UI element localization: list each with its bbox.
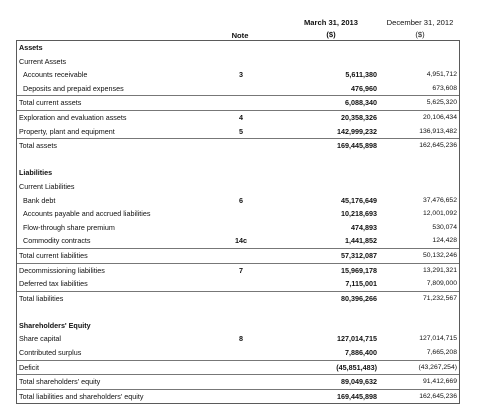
statement-row: [17, 389, 459, 404]
statement-row: [17, 221, 459, 235]
current-value: 57,312,087: [341, 250, 377, 260]
prior-value: 162,645,236: [419, 392, 457, 400]
statement-row: [17, 319, 459, 333]
current-period-header: March 31, 2013: [303, 18, 359, 27]
prior-value: 13,291,321: [422, 266, 457, 274]
row-label: Accounts payable and accrued liabilities: [23, 209, 151, 219]
row-label: Total assets: [19, 141, 57, 151]
prior-value: 20,106,434: [422, 113, 457, 121]
prior-unit-header: ($): [415, 30, 425, 39]
prior-value: 4,951,712: [426, 71, 457, 79]
current-value: 7,886,400: [345, 348, 377, 358]
column-header: [16, 14, 460, 40]
row-note: 3: [239, 70, 243, 80]
row-note: 14c: [235, 236, 247, 246]
row-label: Flow-through share premium: [23, 222, 115, 232]
statement-row: [17, 360, 459, 375]
prior-value: 50,132,246: [422, 251, 457, 259]
row-label: Total current assets: [19, 98, 82, 108]
row-label: Total liabilities: [19, 293, 64, 303]
current-unit-header: ($): [326, 30, 336, 39]
row-note: 4: [239, 112, 243, 122]
current-value: 15,969,178: [341, 265, 377, 275]
statement-row: [17, 374, 459, 389]
prior-value: 91,412,669: [422, 378, 457, 386]
statement-row: [17, 291, 459, 306]
prior-value: 530,074: [432, 223, 457, 231]
current-value: 89,049,632: [341, 377, 377, 387]
row-label: Liabilities: [19, 168, 53, 178]
row-label: Current Liabilities: [19, 181, 75, 191]
current-value: 1,441,852: [345, 236, 377, 246]
row-label: Total shareholders' equity: [19, 377, 101, 387]
prior-value: 37,476,652: [422, 196, 457, 204]
statement-row: [17, 110, 459, 125]
statement-row: [17, 234, 459, 248]
statement-row: [17, 125, 459, 139]
statement-row: [17, 346, 459, 360]
prior-value: 71,232,567: [422, 294, 457, 302]
current-value: 7,115,001: [345, 279, 377, 289]
statement-row: [17, 194, 459, 208]
prior-value: 673,608: [432, 84, 457, 92]
current-value: 5,611,380: [345, 70, 377, 80]
section-spacer: [17, 153, 459, 167]
current-value: 476,960: [351, 83, 377, 93]
current-value: 80,396,266: [341, 293, 377, 303]
row-note: 6: [239, 195, 243, 205]
row-label: Assets: [19, 43, 43, 52]
row-label: Shareholders' Equity: [19, 320, 91, 330]
prior-value: 136,913,482: [419, 127, 457, 135]
row-label: Property, plant and equipment: [19, 126, 115, 136]
row-note: 7: [239, 265, 243, 275]
prior-period-header: December 31, 2012: [386, 18, 454, 27]
row-label: Accounts receivable: [23, 70, 88, 80]
balance-sheet: [16, 14, 460, 404]
statement-row: [17, 55, 459, 69]
statement-row: [17, 166, 459, 180]
statement-row: [17, 332, 459, 346]
row-label: Total liabilities and shareholders' equity: [19, 391, 144, 401]
prior-value: (43,267,254): [418, 363, 457, 371]
statement-row: [17, 82, 459, 96]
statement-row: [17, 263, 459, 278]
prior-value: 127,014,715: [419, 335, 457, 343]
statement-row: [17, 68, 459, 82]
section-spacer: [17, 305, 459, 319]
prior-value: 12,001,092: [422, 210, 457, 218]
statement-row: [17, 207, 459, 221]
current-value: (45,851,483): [336, 362, 377, 372]
row-note: 5: [239, 126, 243, 136]
prior-value: 7,665,208: [426, 349, 457, 357]
current-value: 169,445,898: [337, 391, 377, 401]
row-label: Deficit: [19, 362, 39, 372]
row-label: Current Assets: [19, 56, 67, 66]
current-value: 45,176,649: [341, 195, 377, 205]
current-value: 20,358,326: [341, 112, 377, 122]
statement-row: [17, 41, 459, 55]
prior-value: 7,809,000: [426, 280, 457, 288]
row-label: Commodity contracts: [23, 236, 91, 246]
row-label: Share capital: [19, 334, 61, 344]
row-label: Contributed surplus: [19, 348, 82, 358]
note-column-header: Note: [231, 31, 249, 40]
statement-row: [17, 277, 459, 291]
row-note: 8: [239, 334, 243, 344]
row-label: Bank debt: [23, 195, 56, 205]
current-value: 474,893: [351, 222, 377, 232]
prior-value: 5,625,320: [426, 99, 457, 107]
statement-table: [16, 40, 460, 404]
current-value: 169,445,898: [337, 141, 377, 151]
row-label: Deferred tax liabilities: [19, 279, 88, 289]
row-label: Decommissioning liabilities: [19, 265, 105, 275]
row-label: Total current liabilities: [19, 250, 88, 260]
current-value: 6,088,340: [345, 98, 377, 108]
current-value: 10,218,693: [341, 209, 377, 219]
row-label: Exploration and evaluation assets: [19, 112, 127, 122]
prior-value: 162,645,236: [419, 142, 457, 150]
current-value: 142,999,232: [337, 126, 377, 136]
prior-value: 124,428: [432, 237, 457, 245]
current-value: 127,014,715: [337, 334, 377, 344]
row-label: Deposits and prepaid expenses: [23, 83, 124, 93]
statement-row: [17, 138, 459, 153]
statement-row: [17, 180, 459, 194]
statement-row: [17, 95, 459, 110]
statement-row: [17, 248, 459, 263]
